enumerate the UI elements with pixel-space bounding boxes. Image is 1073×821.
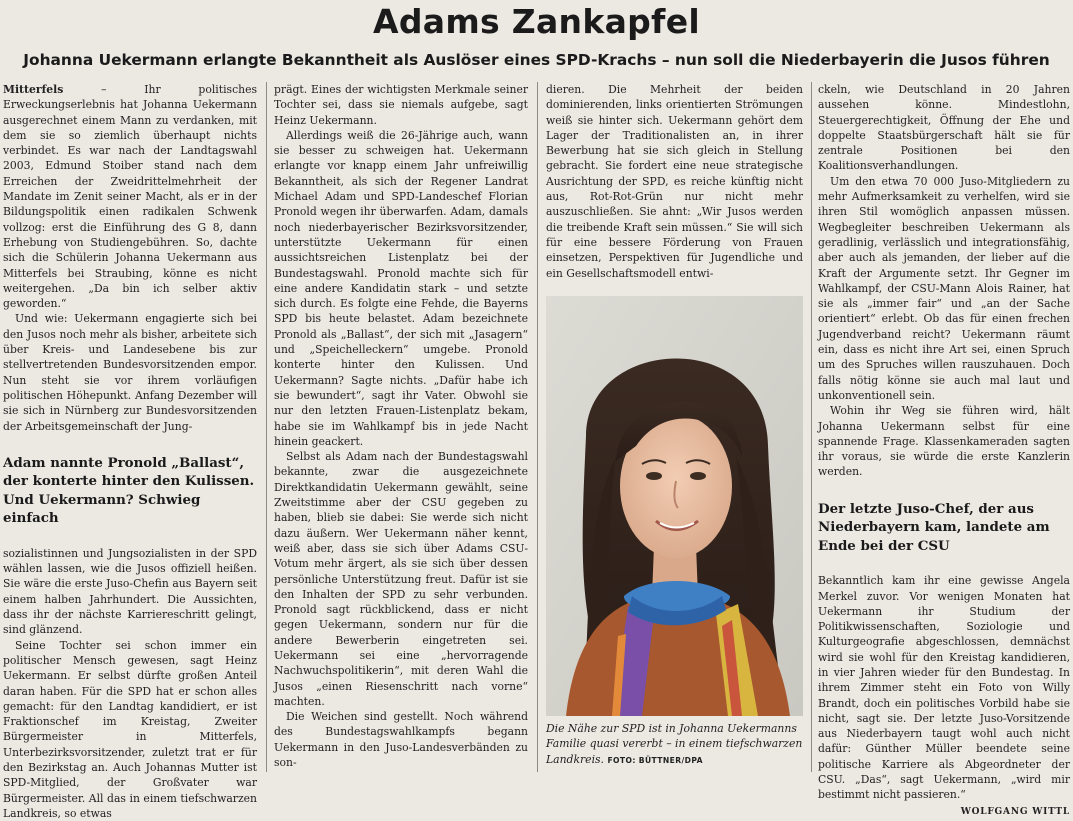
paragraph: prägt. Eines der wichtigsten Merkmale seiner Tochter sei, dass sie niemals aufgebe, sagt Heinz Uekermann. — [274, 83, 528, 127]
paragraph: Und wie: Uekermann engagierte sich bei den Jusos noch mehr als bisher, arbeitete sich über Kreis- und Landesebene bis zur stellvertretenden Bundesvorsitzenden empor. Nun steht sie vor ihrem vorläufigen politischen Höhepunkt. Anfang Dezember will sie sich in Nürnberg zur Bundesvorsitzenden der Arbeitsgemeinschaft der Jung- — [3, 312, 257, 433]
paragraph: Selbst als Adam nach der Bundestagswahl bekannte, zwar die ausgezeichnete Direktkandidatin Uekermann gewählt, seine Zweitstimme aber der CSU gegeben zu haben, blieb sie dabei: Sie werde sich nicht dazu äußern. Wer Uekermann näher kennt, weiß aber, dass sie sich über Adams CSU-Votum mehr ärgert, als sie sich über dessen persönliche Unterstützung freut. Dafür ist sie den Inhalten der SPD zu sehr verbunden. Pronold sagt rückblickend, dass er nicht gegen Uekermann, sondern nur für die andere Bewerberin eingetreten sei. Uekermann sei eine „hervorragende Nachwuchspolitikerin“, mit deren Wahl die Jusos „einen Riesenschritt nach vorne“ machten. — [274, 450, 528, 708]
paragraph: Die Weichen sind gestellt. Noch während des Bundestagswahlkampfs begann Uekermann in den Juso-Landesverbänden zu son- — [274, 710, 528, 770]
column-divider — [811, 82, 812, 772]
paragraph: Allerdings weiß die 26-Jährige auch, wann sie besser zu schweigen hat. Uekermann erlangte vor knapp einem Jahr unfreiwillig Bekanntheit, als sich der Regener Landrat Michael Adam und SPD-Landeschef Florian Pronold wegen ihr überwarfen. Adam, damals noch niederbayerischer Bezirksvorsitzender, unterstützte Uekermann für einen aussichtsreichen Listenplatz bei der Bundestagswahl. Pronold machte sich für eine andere Kandidatin stark – und setzte sich durch. Es folgte eine Fehde, die Bayerns SPD bis heute belastet. Adam bezeichnete Pronold als „Ballast“, der sich mit „Jasagern“ und „Speichelleckern“ umgebe. Pronold konterte hinter den Kulissen. Und Uekermann? Sagte nichts. „Dafür habe ich sie bewundert“, sagt ihr Vater. Obwohl sie nur den letzten Frauen-Listenplatz bekam, habe sie im Wahlkampf bis in jede Nacht hinein geackert. — [274, 128, 528, 448]
paragraph-intro — [3, 82, 257, 311]
author-line — [818, 803, 1070, 820]
portrait-photo — [546, 296, 803, 716]
paragraph: Um den etwa 70 000 Juso-Mitgliedern zu mehr Aufmerksamkeit zu verhelfen, wird sie ihren Stil womöglich anpassen müssen. Wegbegleiter beschreiben Uekermann als geradlinig, verlässlich und integrationsfähig, aber auch als jemanden, der lieber auf die Kraft der Argumente setzt. Ihr Gegner im Wahlkampf, der CSU-Mann Alois Rainer, hat sie als „immer fair“ und „an der Sache orientiert“ erlebt. Ob das für einen frechen Jugendverband reicht? Uekermann räumt ein, dass es nicht ihre Art sei, einen Spruch um des Spruches willen rauszuhauen. Doch falls nötig könne sie auch mal laut und unkonventionell sein. — [818, 174, 1070, 402]
column-divider — [266, 82, 267, 772]
portrait-illustration — [546, 296, 803, 716]
section-heading-1: Adam nannte Pronold „Ballast“, der konterte hinter den Kulissen. Und Uekermann? Schwieg einfach — [3, 454, 255, 527]
column-2 — [274, 82, 528, 774]
paragraph-intro-text: – Ihr politisches Erweckungserlebnis hat Johanna Uekermann ausgerechnet einem Mann zu verdanken, mit dem sie so ziemlich überhaupt nichts verbindet. Es war nach der Landtagswahl 2003, Edmund Stoiber stand nach dem Erreichen der Zweidrittelmehrheit der Mandate im Zenit seiner Macht, als er in der Bildungspolitik einen radikalen Schwenk vollzog: erst die Einführung des G 8, dann Erhebung von Studiengebühren. So, dachte sich die Schülerin Johanna Uekermann aus Mitterfels bei Straubing, könne es nicht weitergehen. „Da bin ich selber aktiv geworden.“ — [3, 83, 257, 311]
paragraph: sozialistinnen und Jungsozialisten in der SPD wählen lassen, wie die Jusos offiziell heißen. Sie wäre die erste Juso-Chefin aus Bayern seit einem halben Jahrhundert. Die Aussichten, dass ihr der nächste Karriereschritt gelingt, sind glänzend. — [3, 546, 257, 637]
paragraph: Seine Tochter sei schon immer ein politischer Mensch gewesen, sagt Heinz Uekermann. Er selbst dürfte großen Anteil daran haben. Für die SPD hat er schon alles gemacht: für den Landtag kandidiert, er ist Fraktionschef im Kreistag, Zweiter Bürgermeister in Mitterfels, Unterbezirksvorsitzender, zuletzt trat er für den Bezirkstag an. Auch Johannas Mutter ist SPD-Mitglied, der Großvater war Bürgermeister. All das in einem tiefschwarzen Landkreis, so etwas — [3, 638, 257, 820]
headline: Adams Zankapfel — [372, 2, 701, 41]
photo-caption — [546, 721, 803, 771]
dateline: Mitterfels — [3, 83, 64, 96]
author-signature: WOLFGANG WITTL — [960, 806, 1070, 817]
column-3 — [546, 82, 803, 287]
section-heading-2: Der letzte Juso-Chef, der aus Niederbayern kam, landete am Ende bei der CSU — [818, 500, 1050, 554]
column-divider — [537, 82, 538, 772]
caption-text: Die Nähe zur SPD ist in Johanna Uekermanns Familie quasi vererbt – in einem tiefschwarzen Landkreis. — [546, 722, 803, 766]
photo-credit: FOTO: BÜTTNER/DPA — [607, 755, 703, 765]
paragraph: ckeln, wie Deutschland in 20 Jahren aussehen könne. Mindestlohn, Steuergerechtigkeit, Öffnung der Ehe und doppelte Staatsbürgerschaft hält sie für zentrale Positionen bei den Koalitionsverhandlungen. — [818, 83, 1070, 173]
column-1 — [3, 82, 257, 820]
column-4 — [818, 82, 1070, 817]
paragraph: dieren. Die Mehrheit der beiden dominierenden, links orientierten Strömungen weiß sie hinter sich. Uekermann gehört dem Lager der Traditionalisten an, in ihrer Bewerbung hat sie sich gleich in Stellung gebracht. Sie fordert eine neue strategische Ausrichtung der SPD, es reiche künftig nicht aus, Rot-Rot-Grün nur nicht mehr auszuschließen. Sie ahnt: „Wir Jusos werden die treibende Kraft sein müssen.“ Sie will sich für eine bessere Förderung von Frauen einsetzen, Perspektiven für Jugendliche und ein Gesellschaftsmodell entwi- — [546, 83, 803, 280]
paragraph: Wohin ihr Weg sie führen wird, hält Johanna Uekermann selbst für eine spannende Frage. Klassenkameraden sagten ihr voraus, sie würde die erste Kanzlerin werden. — [818, 404, 1070, 479]
subheadline: Johanna Uekermann erlangte Bekanntheit als Auslöser eines SPD-Krachs – nun soll die Niederbayerin die Jusos führen — [23, 51, 1050, 69]
paragraph: Bekanntlich kam ihr eine gewisse Angela Merkel zuvor. Vor wenigen Monaten hat Uekermann ihr Studium der Politikwissenschaften, Soziologie und Kulturgeografie abgeschlossen, demnächst wird sie wohl für den Kreistag kandidieren, in vier Jahren wieder für den Bundestag. In ihrem Zimmer steht ein Foto von Willy Brandt, doch ein politisches Vorbild habe sie nicht, sagt sie. Der letzte Juso-Vorsitzende aus Niederbayern taugt wohl auch nicht dafür: Günther Müller beendete seine politische Karriere als Abgeordneter der CSU. „Das“, sagt Uekermann, „wird mir bestimmt nicht passieren.“ — [818, 574, 1070, 802]
